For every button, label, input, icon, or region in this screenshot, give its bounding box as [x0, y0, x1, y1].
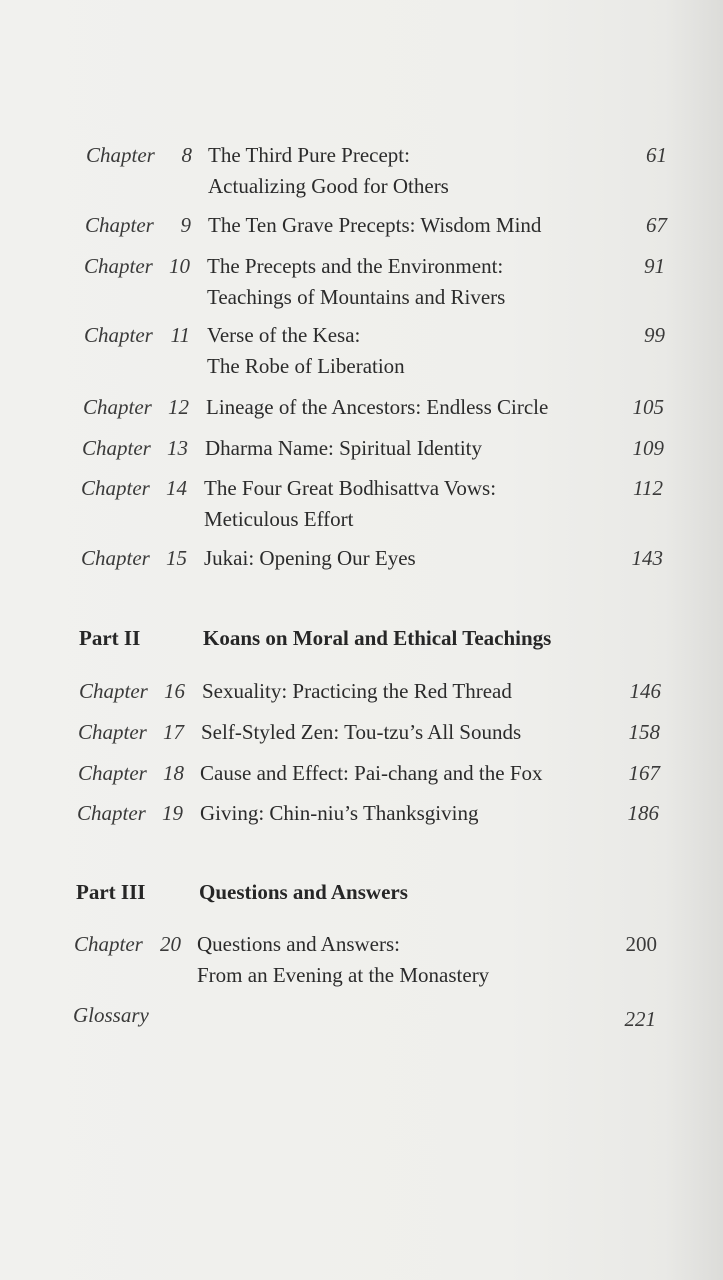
toc-entry-glossary	[0, 1000, 723, 1080]
chapter-title	[202, 676, 512, 707]
page-number: 186	[627, 801, 659, 825]
chapter-title-line-2: From an Evening at the Monastery	[197, 963, 490, 987]
toc-entry-chapter-19	[0, 798, 723, 878]
chapter-title-line-1: The Precepts and the Environment:	[207, 254, 504, 278]
chapter-title-line-1: Self-Styled Zen: Tou-tzu’s All Sounds	[201, 720, 522, 744]
chapter-title-line-2: Actualizing Good for Others	[208, 174, 449, 198]
part-title: Koans on Moral and Ethical Teachings	[203, 626, 552, 650]
chapter-title-line-1: Sexuality: Practicing the Red Thread	[202, 679, 512, 703]
chapter-number: 19	[162, 801, 183, 825]
chapter-label: Chapter	[74, 932, 143, 956]
chapter-number: 13	[167, 436, 188, 460]
chapter-title-line-1: Questions and Answers:	[197, 932, 400, 956]
chapter-number: 16	[164, 679, 185, 703]
chapter-title	[206, 392, 548, 423]
chapter-title	[208, 140, 449, 202]
page-number: 99	[644, 323, 665, 347]
chapter-label: Chapter	[78, 761, 147, 785]
chapter-title	[208, 210, 541, 241]
toc-entry-chapter-15	[0, 543, 723, 623]
chapter-label: Chapter	[83, 395, 152, 419]
chapter-title	[204, 543, 416, 574]
chapter-label: Chapter	[82, 436, 151, 460]
page-number: 167	[628, 761, 660, 785]
toc-entry-chapter-10	[0, 251, 723, 331]
chapter-title-line-1: Lineage of the Ancestors: Endless Circle	[206, 395, 549, 419]
page-number: 200	[625, 932, 657, 956]
chapter-number: 12	[168, 395, 189, 419]
chapter-number: 15	[166, 546, 187, 570]
chapter-title-line-1: Verse of the Kesa:	[207, 323, 361, 347]
chapter-title	[200, 758, 543, 789]
chapter-number: 9	[180, 213, 191, 237]
chapter-title	[204, 473, 496, 535]
chapter-title	[205, 433, 482, 464]
chapter-title-line-1: Giving: Chin-niu’s Thanksgiving	[200, 801, 479, 825]
chapter-title-line-1: Cause and Effect: Pai-chang and the Fox	[200, 761, 543, 785]
chapter-title-line-2: Meticulous Effort	[204, 507, 354, 531]
chapter-title	[200, 798, 478, 829]
chapter-label: Chapter	[77, 801, 146, 825]
chapter-number: 17	[163, 720, 184, 744]
part-label: Part II	[79, 626, 141, 650]
chapter-number: 14	[166, 476, 187, 500]
chapter-title-line-1: Dharma Name: Spiritual Identity	[205, 436, 483, 460]
toc-entry-chapter-14	[0, 473, 723, 553]
chapter-label: Chapter	[86, 143, 155, 167]
toc-entry-chapter-8	[0, 140, 723, 220]
chapter-label: Chapter	[84, 254, 153, 278]
chapter-number: 18	[163, 761, 184, 785]
glossary-label: Glossary	[73, 1003, 149, 1027]
chapter-title	[197, 929, 489, 991]
page-number: 61	[646, 143, 667, 167]
chapter-title	[207, 320, 405, 382]
chapter-label: Chapter	[81, 476, 150, 500]
chapter-number: 20	[160, 932, 181, 956]
chapter-label: Chapter	[78, 720, 147, 744]
page-number: 67	[646, 213, 667, 237]
part-label: Part III	[76, 880, 146, 904]
chapter-title-line-2: The Robe of Liberation	[207, 354, 405, 378]
page-number: 158	[628, 720, 660, 744]
chapter-label: Chapter	[81, 546, 150, 570]
chapter-label: Chapter	[79, 679, 148, 703]
chapter-number: 10	[169, 254, 190, 278]
chapter-label: Chapter	[85, 213, 154, 237]
chapter-title-line-2: Teachings of Mountains and Rivers	[207, 285, 506, 309]
chapter-title-line-1: Jukai: Opening Our Eyes	[204, 546, 416, 570]
toc-entry-chapter-11	[0, 320, 723, 400]
part-title: Questions and Answers	[199, 880, 408, 904]
page-number: 91	[644, 254, 665, 278]
page-number: 112	[633, 476, 663, 500]
chapter-title	[201, 717, 521, 748]
chapter-number: 8	[181, 143, 192, 167]
page-number: 146	[629, 679, 661, 703]
chapter-title-line-1: The Third Pure Precept:	[208, 143, 410, 167]
page-number: 105	[632, 395, 664, 419]
chapter-title	[207, 251, 505, 313]
page-number: 109	[632, 436, 664, 460]
page-number: 221	[624, 1007, 656, 1031]
chapter-number: 11	[170, 323, 190, 347]
chapter-label: Chapter	[84, 323, 153, 347]
chapter-title-line-1: The Four Great Bodhisattva Vows:	[204, 476, 497, 500]
page-number: 143	[631, 546, 663, 570]
toc-entry-chapter-20	[0, 929, 723, 1009]
chapter-title-line-1: The Ten Grave Precepts: Wisdom Mind	[208, 213, 542, 237]
